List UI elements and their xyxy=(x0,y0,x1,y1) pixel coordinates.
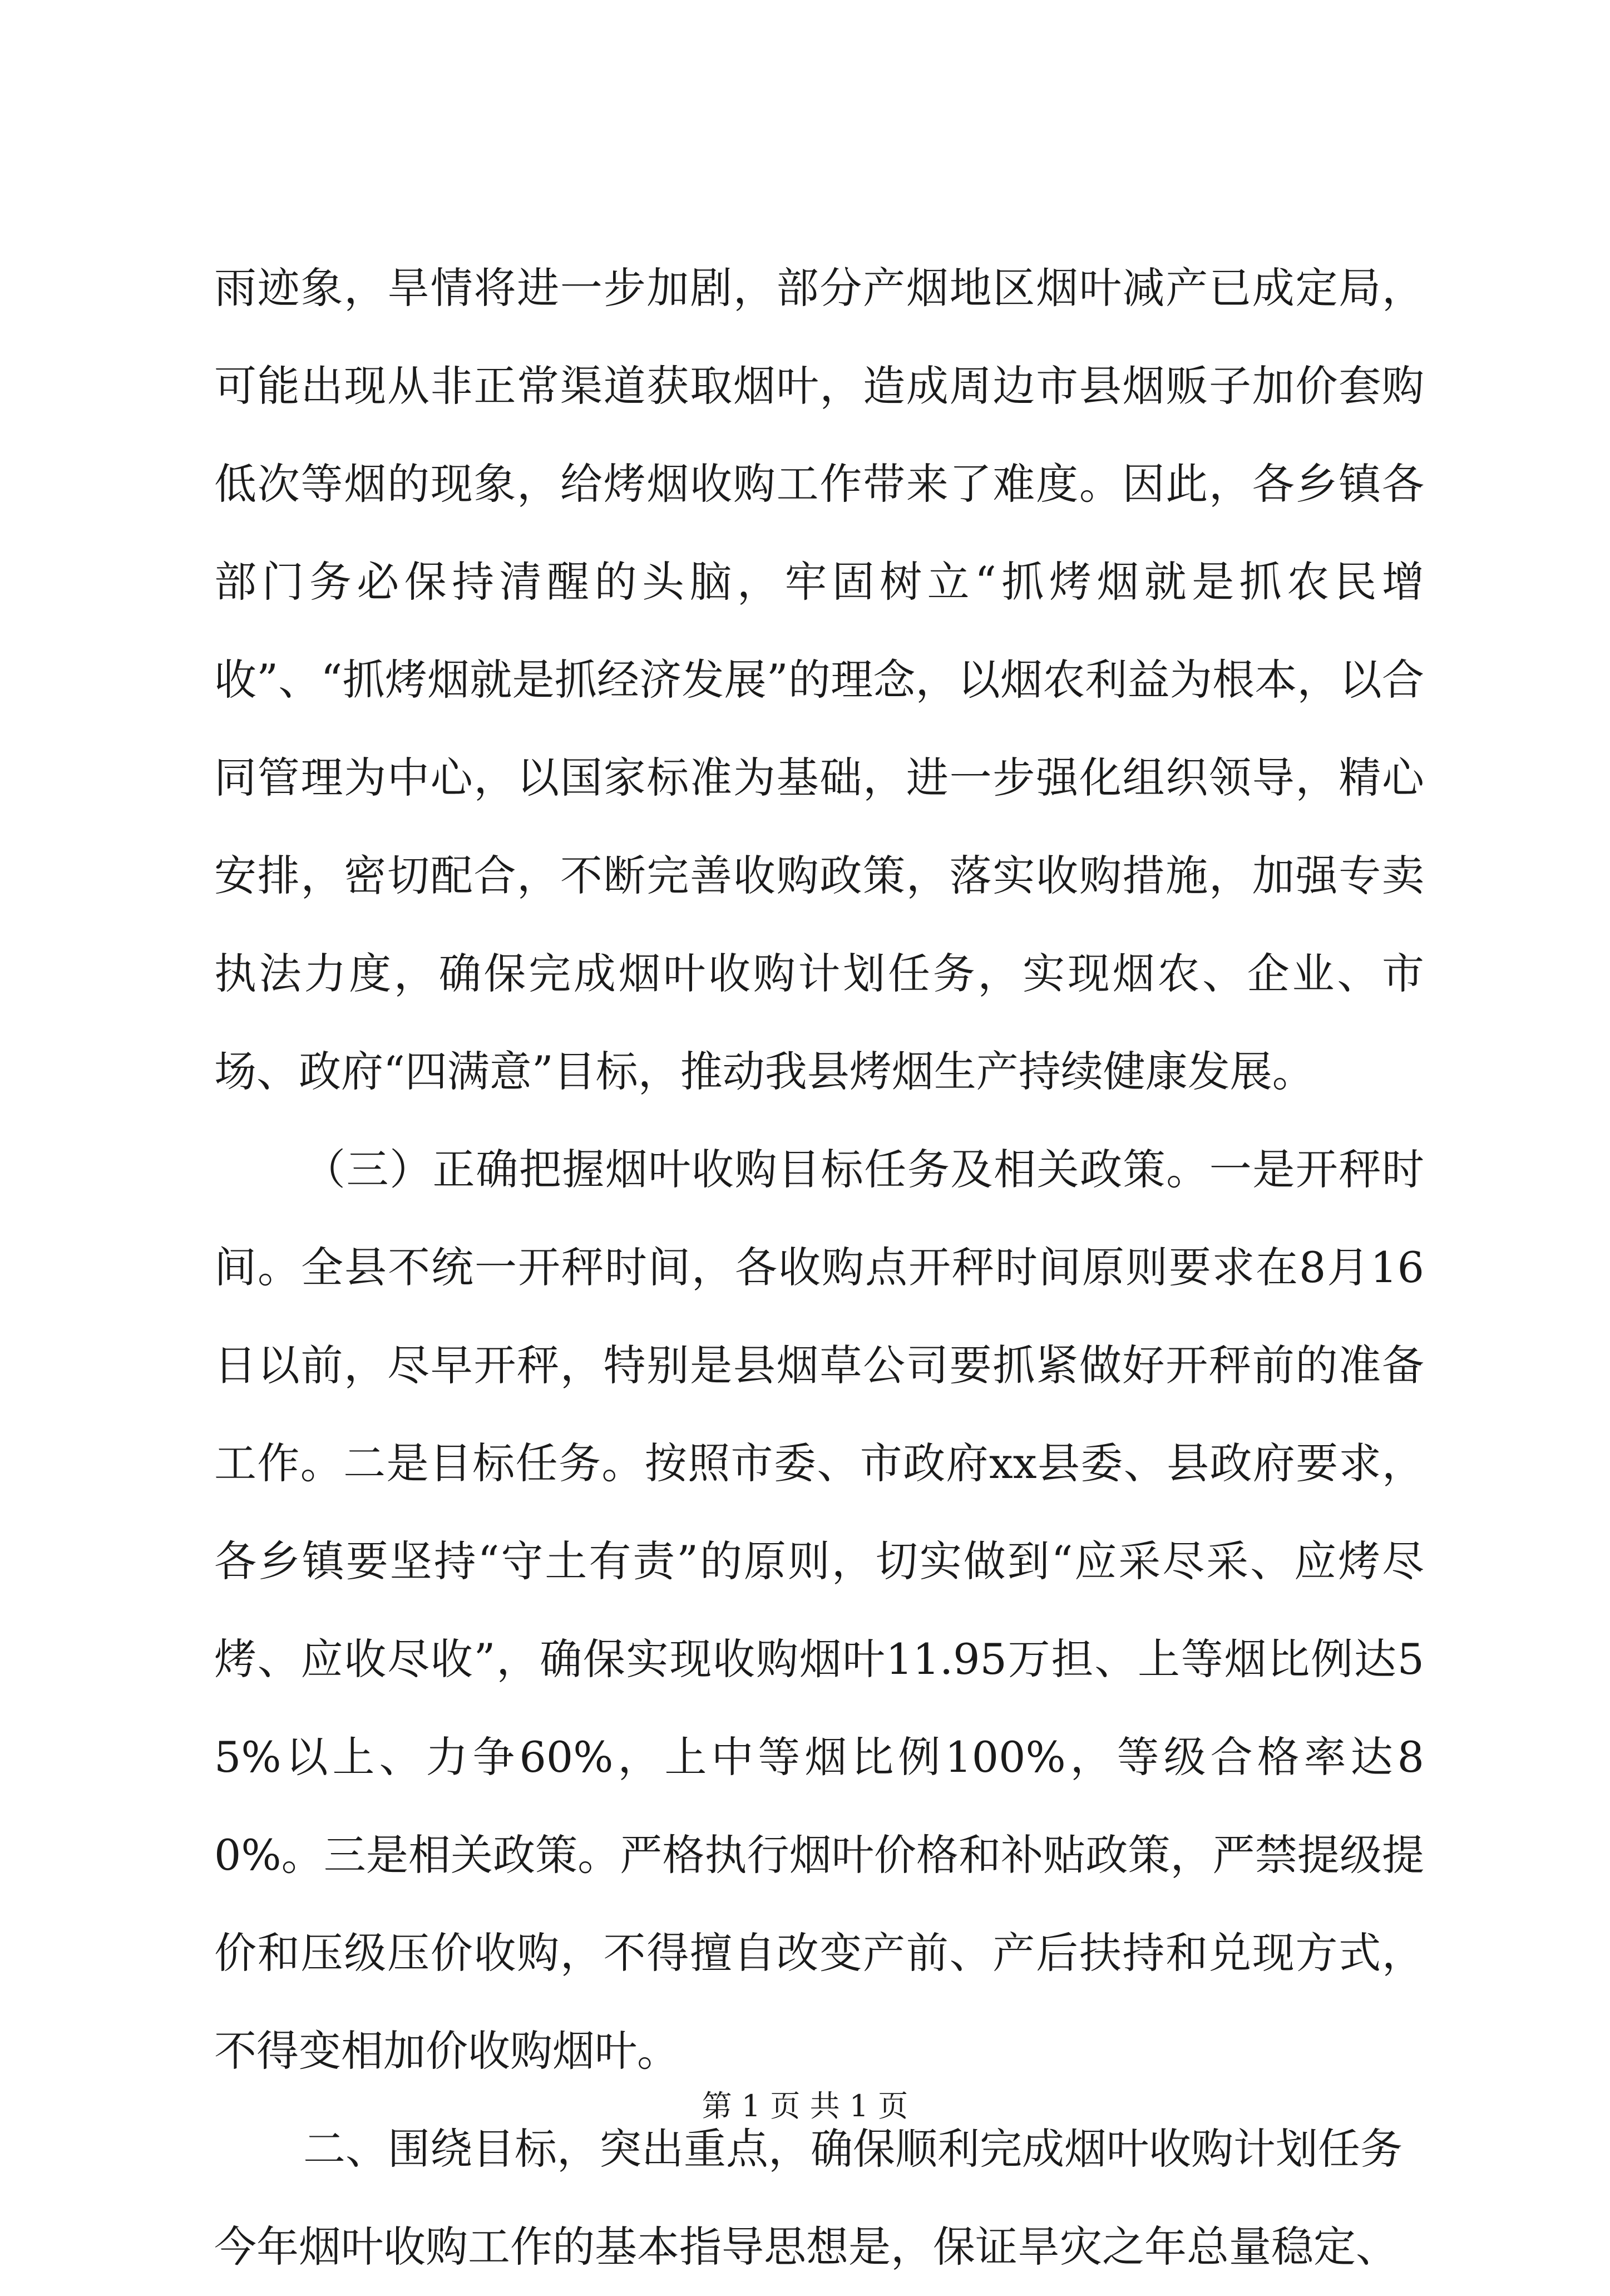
paragraph-section-three: （三）正确把握烟叶收购目标任务及相关政策。一是开秤时间。全县不统一开秤时间，各收购点开秤时间原则要求在8月16日以前，尽早开秤，特别是县烟草公司要抓紧做好开秤前的准备工作。二是目标任务。按照市委、市政府xx县委、县政府要求，各乡镇要坚持“守土有责”的原则，切实做到“应采尽采、应烤尽烤、应收尽收”，确保实现收购烟叶11.95万担、上等烟比例达55%以上、力争60%，上中等烟比例100%，等级合格率达80%。三是相关政策。严格执行烟叶价格和补贴政策，严禁提级提价和压级压价收购，不得擅自改变产前、产后扶持和兑现方式，不得变相加价收购烟叶。 xyxy=(214,1145,1424,2076)
paragraph-guiding-idea: 今年烟叶收购工作的基本指导思想是，保证旱灾之年总量稳定、 xyxy=(214,2222,1398,2272)
document-body xyxy=(214,239,1424,2296)
section-heading-two: 二、围绕目标，突出重点，确保顺利完成烟叶收购计划任务 xyxy=(303,2124,1402,2174)
paragraph-continuation: 雨迹象，旱情将进一步加剧，部分产烟地区烟叶减产已成定局，可能出现从非正常渠道获取烟叶，造成周边市县烟贩子加价套购低次等烟的现象，给烤烟收购工作带来了难度。因此，各乡镇各部门务必保持清醒的头脑，牢固树立“抓烤烟就是抓农民增收”、“抓烤烟就是抓经济发展”的理念，以烟农利益为根本，以合同管理为中心，以国家标准为基础，进一步强化组织领导，精心安排，密切配合，不断完善收购政策，落实收购措施，加强专卖执法力度，确保完成烟叶收购计划任务，实现烟农、企业、市场、政府“四满意”目标，推动我县烤烟生产持续健康发展。 xyxy=(214,263,1424,1096)
page-number-footer: 第 1 页 共 1 页 xyxy=(702,2088,908,2123)
